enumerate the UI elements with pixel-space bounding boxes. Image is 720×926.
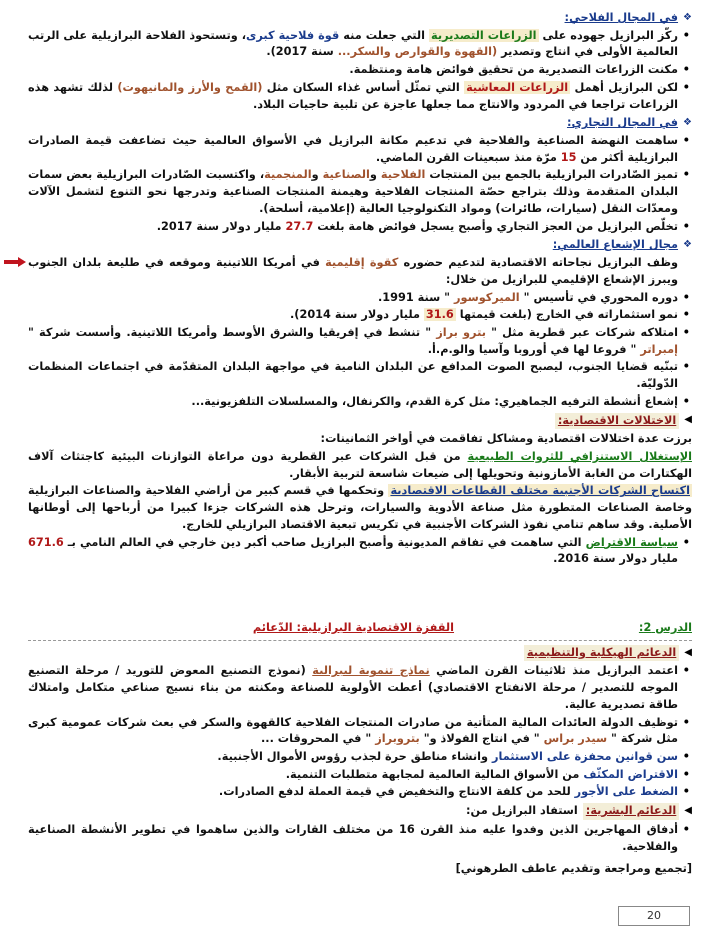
list-item: • مكنت الزراعات التصديرية من تحقيق فوائض هامة ومنتظمة.: [28, 62, 678, 79]
list-item: • تبنّيه قضايا الجنوب، ليصبح الصوت المدافع عن البلدان النامية في مواجهة البلدان المتقدّمة في اجتماعات المنظمات الدّوليّة.: [28, 359, 678, 392]
lesson-label: الدرس 2:: [638, 621, 692, 634]
divider: [28, 640, 692, 641]
diamond-bullet-icon: ❖: [683, 117, 692, 129]
diamond-bullet-icon: ❖: [683, 239, 692, 251]
list-item: • إشعاع أنشطة الترفيه الجماهيري: مثل كرة القدم، والكرنفال، والمسلسلات التلفزيونية...: [28, 394, 678, 411]
arrow-bullet-icon: ◀: [684, 805, 692, 817]
section-structural-heading: ◀ الدعائم الهيكلية والتنظيمية: [28, 645, 692, 662]
list-item: • الاقتراض المكثّف من الأسواق المالية العالمية لمجابهة متطلبات التنمية.: [28, 767, 678, 784]
human-intro: استفاد البرازيل من:: [466, 804, 578, 818]
imbalance-paragraph: الإستغلال الاستنزافي للثروات الطبيعية من قبل الشركات عبر القطرية دون مراعاة التوازنات البيئية كاجتثاث آلاف الهكتارات من الغابة الأمازونية وتحويلها إلى ضيعات شاسعة لتربية الأبقار.: [28, 449, 692, 480]
structural-list: [28, 663, 692, 801]
list-item: • أدفاق المهاجرين الذين وفدوا عليه منذ القرن 16 من مختلف القارات والذين ساهموا في تطوير الأنشطة الصناعية والفلاحية.: [28, 822, 678, 855]
agriculture-list: [28, 28, 692, 114]
list-item: • تميز الصّادرات البرازيلية بالجمع بين المنتجات الفلاحية والصناعية والمنجمية، واكتسبت الصّادرات البرازيلية بعض سمات البلدان المتقدمة وذلك بتراجع حصّة المنتجات الفلاحية وهيمنة المنتجات الصناعية وتدرجها نحو التنوع لتشمل الآلات ومعدّات النقل (سيارات، طائرات) ومواد التكنولوجيا العالية (إعلامية، أسلحة).: [28, 167, 678, 217]
list-item: • اعتمد البرازيل منذ ثلاثينات القرن الماضي نماذج تنموية ليبرالية (نموذج التصنيع المعوض للتوريد / مرحلة التصنيع الموجه للتصدير / مرحلة الانفتاح الاقتصادي) أعطت الأولوية للصناعة ومكنته من بناء نسيج صناعي متكامل وامتلاك طاقة تصديرية عالية.: [28, 663, 678, 713]
list-item: • الضغط على الأجور للحد من كلفة الانتاج والتخفيض في قيمة العملة لدفع الصادرات.: [28, 784, 678, 801]
list-item: • امتلاكه شركات عبر قطرية مثل " بترو براز " تنشط في إفريقيا والشرق الأوسط وأمريكا اللاتينية. وأسست شركة " إمبراتر " فروعا لها في أوروبا وآسيا والو.م.أ.: [28, 325, 678, 358]
imbalances-intro: برزت عدة اختلالات اقتصادية ومشاكل تفاقمت في أواخر الثمانينات:: [320, 432, 692, 446]
list-item: • تخلّص البرازيل من العجز التجاري وأصبح يسجل فوائض هامة بلغت 27.7 مليار دولار سنة 2017.: [28, 219, 678, 236]
list-item: • ساهمت النهضة الصناعية والفلاحية في تدعيم مكانة البرازيل في الأسواق العالمية حيث تضاعفت قيمة الصادرات البرازيلية أكثر من 15 مرّة منذ سبعينات القرن الماضي.: [28, 133, 678, 166]
influence-list: [28, 255, 692, 410]
section-trade-heading: ❖ في المجال التجاري:: [566, 116, 692, 130]
section-agriculture-heading: ❖ في المجال الفلاحي:: [564, 11, 692, 24]
arrow-bullet-icon: ◀: [684, 646, 692, 658]
list-item: • لكن البرازيل أهمل الزراعات المعاشية التي تمثّل أساس غذاء السكان مثل (القمح والأرز والمانيهوت) لذلك تشهد هذه الزراعات تراجعا في المردود والانتاج مما جعلها عاجزة عن تلبية حاجيات البلاد.: [28, 80, 678, 113]
list-item: • سن قوانين محفزة على الاستثمار وانشاء مناطق حرة لجذب رؤوس الأموال الأجنبية.: [28, 749, 678, 766]
imbalance-list: [28, 535, 692, 568]
list-item: • ركّز البرازيل جهوده على الزراعات التصديرية التي جعلت منه قوة فلاحية كبرى، وتستحوذ الفلاحة البرازيلية على الرتب العالمية الأولى في انتاج وتصدير (القهوة والقوارص والسكر... سنة 2017).: [28, 28, 678, 61]
human-list: [28, 822, 692, 855]
section-imbalances-heading: ◀ الاختلالات الاقتصادية:: [28, 413, 692, 430]
imbalance-paragraph: اكتساح الشركات الأجنبية مختلف القطاعات الاقتصادية وتحكمها في قسم كبير من أراضي الفلاحية والصناعات البرازيلية وخاصة الصناعات المتطورة مثل صناعة الأدوية والسيارات، وترحل هذه الشركات جزءا كبيرا من أرباحها إلى أوطانها الأصلية. وقد ساهم تنامي نفوذ الشركات الأجنبية في تكريس تبعية الاقتصاد البرازيلي للخارج.: [28, 484, 692, 531]
list-item: • نمو استثماراته في الخارج (بلغت قيمتها 31.6 مليار دولار سنة 2014).: [28, 307, 678, 324]
page-number: 20: [618, 906, 690, 926]
arrow-bullet-icon: ◀: [684, 414, 692, 426]
section-influence-heading: ❖ مجال الإشعاع العالمي:: [552, 238, 692, 252]
trade-list: [28, 133, 692, 235]
list-item: • توظيف الدولة العائدات المالية المتأتية من صادرات المنتجات الفلاحية كالقهوة والسكر في بعث شركات عمومية كبرى مثل شركة " سيدر براس " في انتاج الفولاذ و" بتروبراز " في المحروقات ...: [28, 715, 678, 748]
section-human-heading: ◀ الدعائم البشرية: استفاد البرازيل من:: [28, 803, 692, 820]
diamond-bullet-icon: ❖: [683, 11, 692, 23]
list-item: • سياسة الاقتراض التي ساهمت في تفاقم المديونية وأصبح البرازيل صاحب أكبر دين خارجي في العالم النامي بـ 671.6 مليار دولار سنة 2016.: [28, 535, 678, 568]
credits: [تجميع ومراجعة وتقديم عاطف الطرهوني]: [455, 862, 692, 876]
red-arrow-icon: [4, 257, 26, 267]
lesson-title: القفزة الاقتصادية البرازيلية: الدّعائم: [252, 621, 455, 634]
lesson-header: [28, 620, 692, 637]
influence-intro: وظف البرازيل نجاحاته الاقتصادية لتدعيم حضوره كقوة إقليمية في أمريكا اللاتينية وموقعه في طليعة بلدان الجنوب ويبرز الإشعاع الإقليمي للبرازيل من خلال:: [28, 255, 678, 288]
list-item: • دوره المحوري في تأسيس " الميركوسور " سنة 1991.: [28, 290, 678, 307]
